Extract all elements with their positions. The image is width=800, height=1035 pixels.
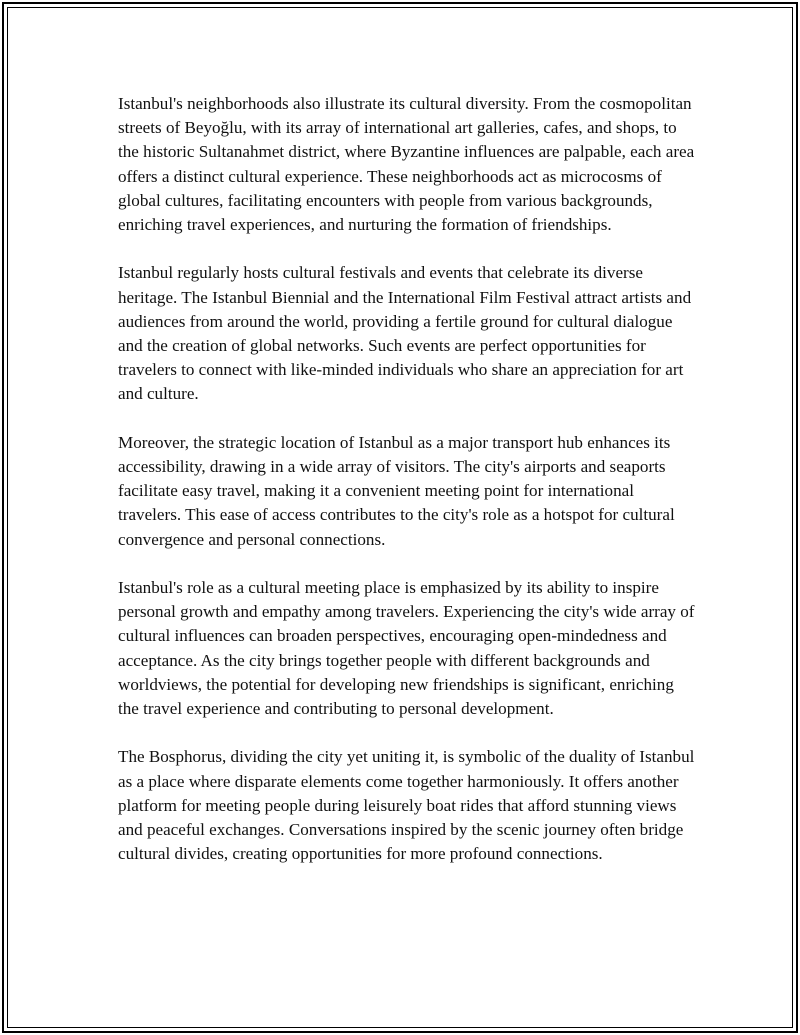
paragraph-neighborhoods: Istanbul's neighborhoods also illustrate its cultural diversity. From the cosmopolitan streets of Beyoğlu, with its array of international art galleries, cafes, and shops, to the historic Sultanahmet district, where Byzantine influences are palpable, each area offers a distinct cultural experience. These neighborhoods act as microcosms of global cultures, facilitating encounters with people from various backgrounds, enriching travel experiences, and nurturing the formation of friendships. xyxy=(118,94,695,235)
paragraph-transport-hub: Moreover, the strategic location of Istanbul as a major transport hub enhances its accessibility, drawing in a wide array of visitors. The city's airports and seaports facilitate easy travel, making it a convenient meeting point for international travelers. This ease of access contributes to the city's role as a hotspot for cultural convergence and personal connections. xyxy=(118,432,675,549)
paragraph-bosphorus: The Bosphorus, dividing the city yet uniting it, is symbolic of the duality of Istanbul as a place where disparate elements come together harmoniously. It offers another platform for meeting people during leisurely boat rides that afford stunning views and peaceful exchanges. Conversations inspired by the scenic journey often bridge cultural divides, creating opportunities for more profound connections. xyxy=(118,747,695,864)
document-body xyxy=(118,92,698,891)
paragraph-personal-growth: Istanbul's role as a cultural meeting place is emphasized by its ability to inspire personal growth and empathy among travelers. Experiencing the city's wide array of cultural influences can broaden perspectives, encouraging open-mindedness and acceptance. As the city brings together people with different backgrounds and worldviews, the potential for developing new friendships is significant, enriching the travel experience and contributing to personal development. xyxy=(118,578,695,719)
paragraph-festivals: Istanbul regularly hosts cultural festivals and events that celebrate its diverse heritage. The Istanbul Biennial and the International Film Festival attract artists and audiences from around the world, providing a fertile ground for cultural dialogue and the creation of global networks. Such events are perfect opportunities for travelers to connect with like-minded individuals who share an appreciation for art and culture. xyxy=(118,263,692,404)
